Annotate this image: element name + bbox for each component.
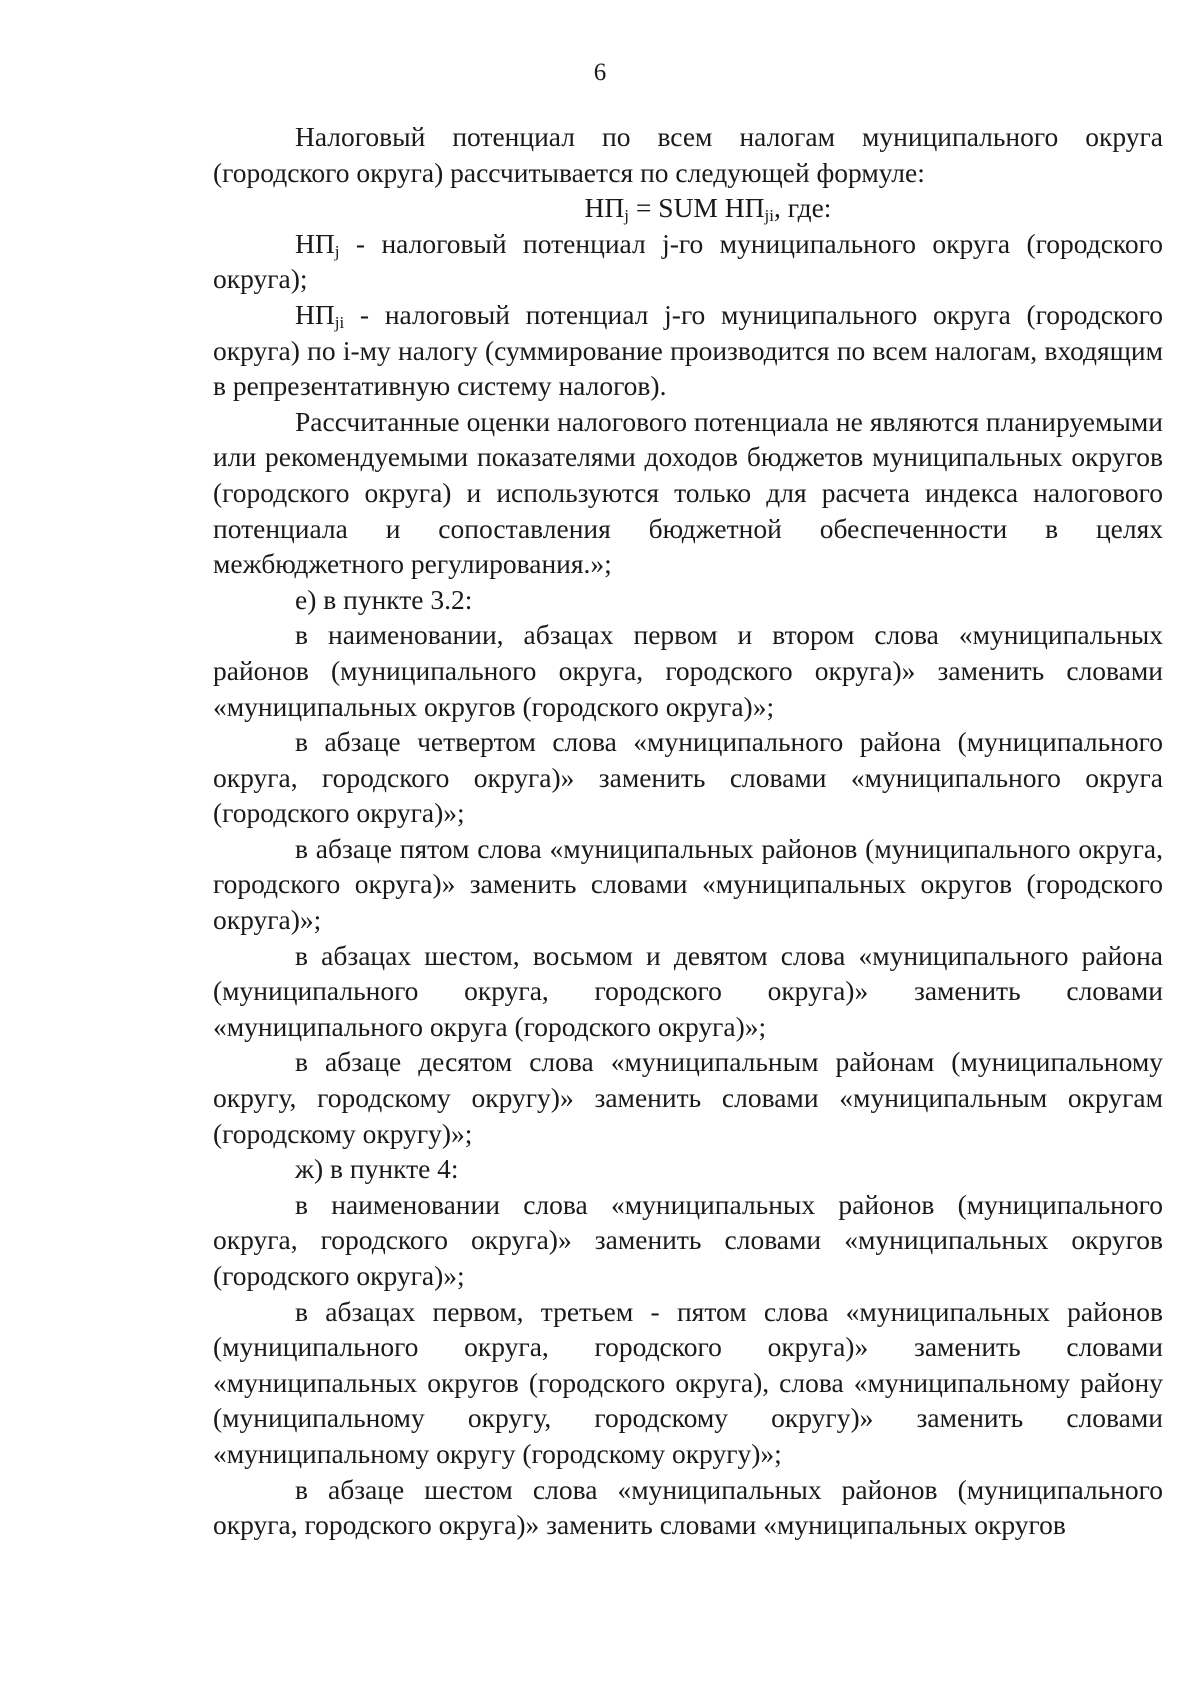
paragraph-amendment: в абзаце десятом слова «муниципальным районам (муниципальному округу, городскому округу)» заменить словами «муниципальным округам (городскому округу)»; — [213, 1046, 1163, 1149]
definition-symbol: НП — [295, 227, 335, 259]
definition-subscript: ji — [334, 312, 345, 332]
definition-npj — [213, 226, 1163, 297]
paragraph-amendment: в наименовании, абзацах первом и втором слова «муниципальных районов (муниципального округа, городского округа)» заменить словами «муниципальных округов (городского округа)»; — [213, 619, 1163, 722]
formula-tail: , где: — [773, 192, 832, 224]
page-number: 6 — [593, 59, 607, 86]
formula-rhs-subscript: ji — [764, 206, 774, 226]
paragraph-amendment: в наименовании слова «муниципальных районов (муниципального округа, городского округа)» заменить словами «муниципальных округов (городского округа)»; — [213, 1188, 1163, 1291]
paragraph-amendment: в абзаце четвертом слова «муниципального района (муниципального округа, городского округа)» заменить словами «муниципального округа (городского округа)»; — [213, 726, 1163, 829]
formula-lhs-subscript: j — [624, 206, 630, 226]
definition-symbol: НП — [295, 298, 335, 330]
formula-operator: = SUM — [629, 192, 725, 224]
definition-text: - налоговый потенциал j-го муниципального округа (городского округа); — [213, 227, 1163, 295]
paragraph-amendment: в абзацах шестом, восьмом и девятом слова «муниципального района (муниципального округа, городского округа)» заменить словами «муниципального округа (городского округа)»; — [213, 939, 1163, 1042]
paragraph-amendment: в абзаце шестом слова «муниципальных районов (муниципального округа, городского округа)» заменить словами «муниципальных округов — [213, 1473, 1163, 1541]
definition-npji — [213, 297, 1163, 404]
definition-subscript: j — [334, 241, 340, 261]
paragraph-amendment: в абзаце пятом слова «муниципальных районов (муниципального округа, городского округа)» заменить словами «муниципальных округов (городского округа)»; — [213, 832, 1163, 936]
formula-rhs: НП — [724, 192, 765, 224]
paragraph-amendment: в абзацах первом, третьем - пятом слова «муниципальных районов (муниципального округа, городского округа)» заменить словами «муниципальных округов (городского округа), слова «муниципальному району (муниципальному округу, городскому округу)» заменить словами «муниципальному округу (городскому округу)»; — [213, 1295, 1163, 1469]
document-body — [213, 119, 1163, 1543]
paragraph-estimates: Рассчитанные оценки налогового потенциала не являются планируемыми или рекомендуемыми показателями доходов бюджетов муниципальных округов (городского округа) и используются только для расчета индекса налогового потенциала и сопоставления бюджетной обеспеченности в целях межбюджетного регулирования.»; — [213, 405, 1163, 580]
formula — [213, 190, 1163, 226]
formula-lhs: НП — [584, 192, 625, 224]
paragraph-item-e: е) в пункте 3.2: — [295, 583, 473, 615]
paragraph-intro: Налоговый потенциал по всем налогам муниципального округа (городского округа) рассчитывается по следующей формуле: — [213, 121, 1163, 188]
paragraph-item-zh: ж) в пункте 4: — [295, 1153, 459, 1185]
definition-text: - налоговый потенциал j-го муниципального округа (городского округа) по i-му налогу (суммирование производится по всем налогам, входящим в репрезентативную систему налогов). — [213, 298, 1163, 402]
